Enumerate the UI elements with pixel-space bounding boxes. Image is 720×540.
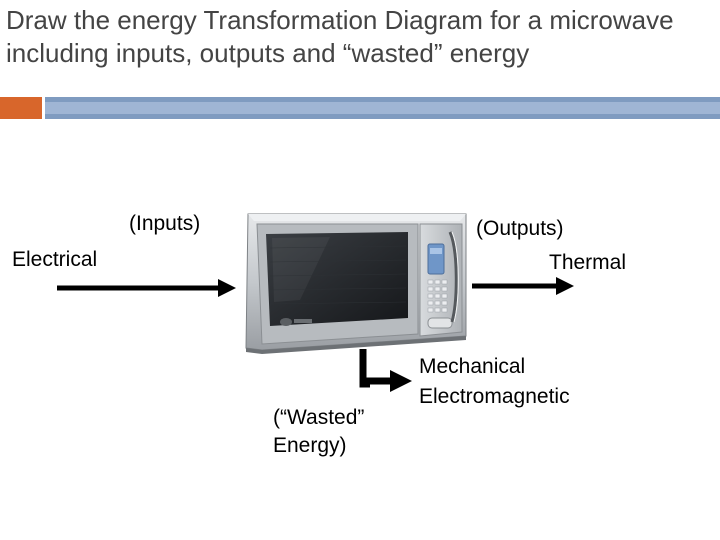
input-arrow	[57, 279, 236, 297]
outputs-label: (Outputs)	[476, 217, 564, 240]
microwave-oven-illustration	[246, 214, 466, 354]
input-energy-label: Electrical	[12, 248, 98, 271]
wasted-energy-arrow	[360, 349, 412, 392]
slide-title: Draw the energy Transformation Diagram for a microwave including inputs, outputs and “wasted” energy	[6, 5, 674, 68]
wasted-label-line2: Energy)	[273, 434, 347, 457]
wasted-energy-mechanical: Mechanical	[419, 355, 526, 378]
wasted-energy-electromagnetic: Electromagnetic	[419, 385, 570, 408]
wasted-label-line1: (“Wasted”	[273, 406, 365, 429]
output-arrow	[472, 277, 574, 295]
output-energy-label: Thermal	[549, 251, 627, 274]
inputs-label: (Inputs)	[129, 212, 201, 235]
